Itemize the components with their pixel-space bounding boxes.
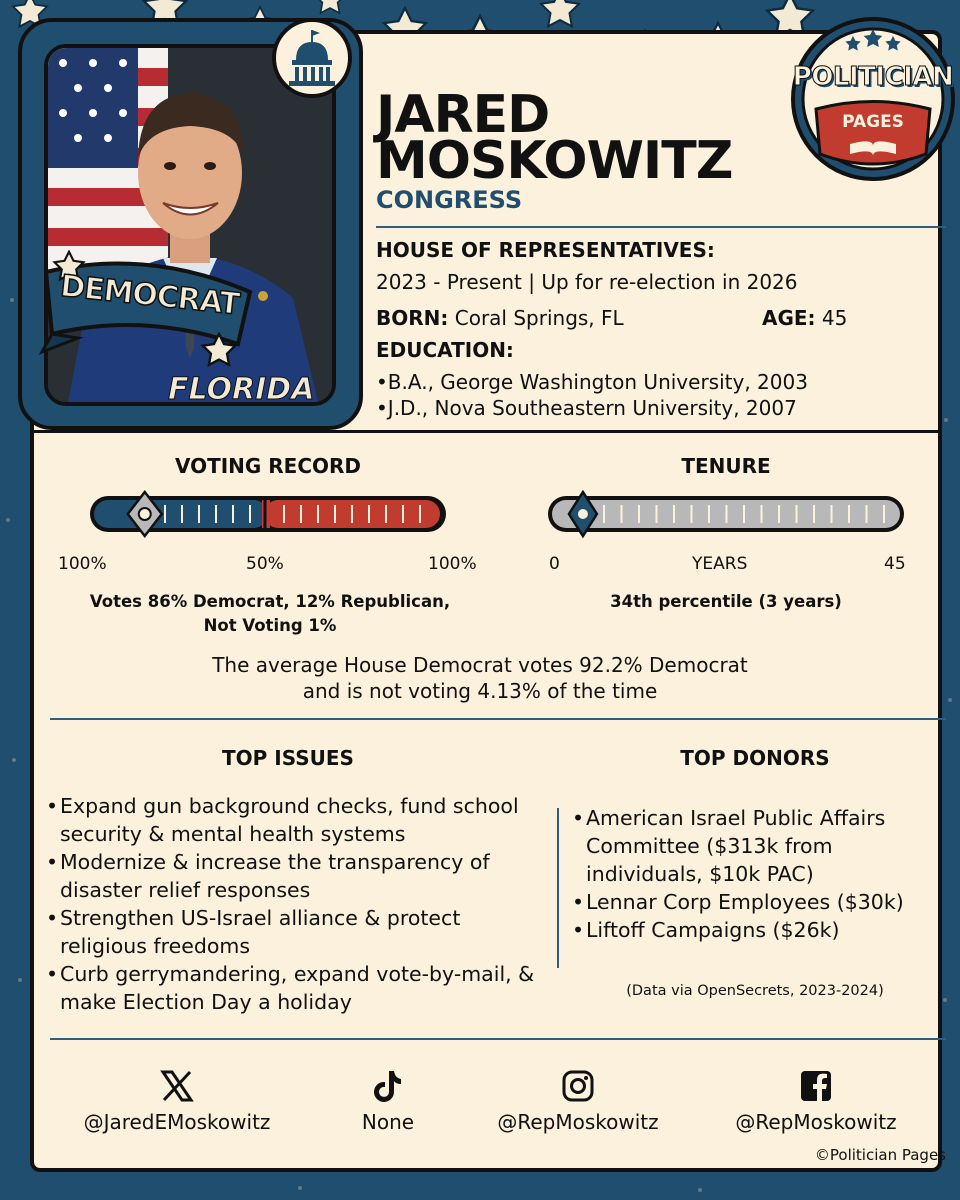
first-name: JARED: [376, 85, 550, 145]
tenure-marker-dot: [578, 509, 588, 519]
tenure-axis-label: YEARS: [692, 554, 748, 574]
voting-summary-line1: Votes 86% Democrat, 12% Republican,: [89, 592, 451, 611]
voting-axis-mid: 50%: [246, 554, 284, 574]
education-item: •J.D., Nova Southeastern University, 2007: [376, 396, 797, 420]
data-source-note: (Data via OpenSecrets, 2023-2024): [626, 983, 884, 999]
tenure-axis-min: 0: [549, 554, 560, 574]
term-text: 2023 - Present | Up for re-election in 2026: [376, 270, 798, 294]
x-handle[interactable]: @JaredEMoskowitz: [83, 1110, 271, 1134]
social-x[interactable]: [62, 1068, 292, 1134]
list-item: • American Israel Public Affairs Committee ($313k from individuals, $10k PAC): [572, 804, 944, 888]
politician-pages-logo: [788, 14, 958, 184]
voting-marker-dot: [139, 508, 151, 520]
top-donors-title: TOP DONORS: [680, 746, 830, 770]
divider: [50, 718, 946, 720]
capitol-icon: [276, 22, 348, 94]
last-name: MOSKOWITZ: [376, 131, 733, 191]
office-title: CONGRESS: [376, 186, 523, 214]
column-divider: [557, 808, 559, 968]
list-item: • Lennar Corp Employees ($30k): [572, 888, 944, 916]
voting-summary-line2: Not Voting 1%: [203, 616, 337, 635]
tiktok-handle[interactable]: None: [361, 1110, 415, 1134]
average-line1: The average House Democrat votes 92.2% Democrat: [212, 653, 748, 677]
born-row: BORN: Coral Springs, FL: [376, 306, 624, 330]
list-item: • Modernize & increase the transparency of disaster relief responses: [46, 848, 546, 904]
voting-record-title: VOTING RECORD: [174, 454, 362, 478]
age-row: AGE: 45: [762, 306, 848, 330]
education-item: •B.A., George Washington University, 2003: [376, 370, 808, 394]
instagram-icon: [561, 1069, 595, 1103]
top-issues-title: TOP ISSUES: [222, 746, 354, 770]
header-divider: [34, 430, 942, 433]
star-icon: [200, 332, 238, 370]
divider: [376, 226, 946, 228]
born-value: Coral Springs, FL: [454, 306, 624, 330]
list-item: • Expand gun background checks, fund school security & mental health systems: [46, 792, 546, 848]
voting-axis-left: 100%: [58, 554, 107, 574]
education-label: EDUCATION:: [376, 338, 514, 362]
age-value: 45: [821, 306, 848, 330]
social-facebook[interactable]: [701, 1068, 931, 1134]
tiktok-icon: [373, 1069, 403, 1103]
average-statement: [0, 652, 960, 704]
divider: [50, 1038, 946, 1040]
instagram-handle[interactable]: @RepMoskowitz: [497, 1110, 659, 1134]
top-issues-list: [46, 792, 546, 1016]
voting-axis-right: 100%: [428, 554, 477, 574]
x-icon: [160, 1070, 194, 1102]
capitol-badge: [272, 18, 352, 98]
tenure-bar: [546, 490, 906, 546]
logo-text-pages: PAGES: [842, 112, 904, 132]
state-label: FLORIDA: [168, 372, 315, 407]
top-donors-list: [572, 804, 944, 944]
copyright: ©Politician Pages: [814, 1146, 946, 1164]
voting-record-bar: [88, 490, 448, 546]
average-line2: and is not voting 4.13% of the time: [302, 679, 658, 703]
tenure-summary: 34th percentile (3 years): [610, 592, 842, 611]
list-item: • Liftoff Campaigns ($26k): [572, 916, 944, 944]
politician-name: [376, 85, 796, 191]
party-banner: [38, 252, 258, 362]
social-instagram[interactable]: [463, 1068, 693, 1134]
chamber-label: HOUSE OF REPRESENTATIVES:: [376, 238, 715, 262]
list-item: • Strengthen US-Israel alliance & protect religious freedoms: [46, 904, 546, 960]
tenure-axis-max: 45: [884, 554, 906, 574]
party-label: DEMOCRAT: [58, 268, 241, 323]
list-item: • Curb gerrymandering, expand vote-by-mail, & make Election Day a holiday: [46, 960, 546, 1016]
tenure-title: TENURE: [681, 454, 771, 478]
facebook-handle[interactable]: @RepMoskowitz: [735, 1110, 897, 1134]
facebook-icon: [800, 1070, 832, 1102]
logo-text-politician: POLITICIAN: [792, 62, 954, 92]
voting-summary: [52, 590, 488, 638]
